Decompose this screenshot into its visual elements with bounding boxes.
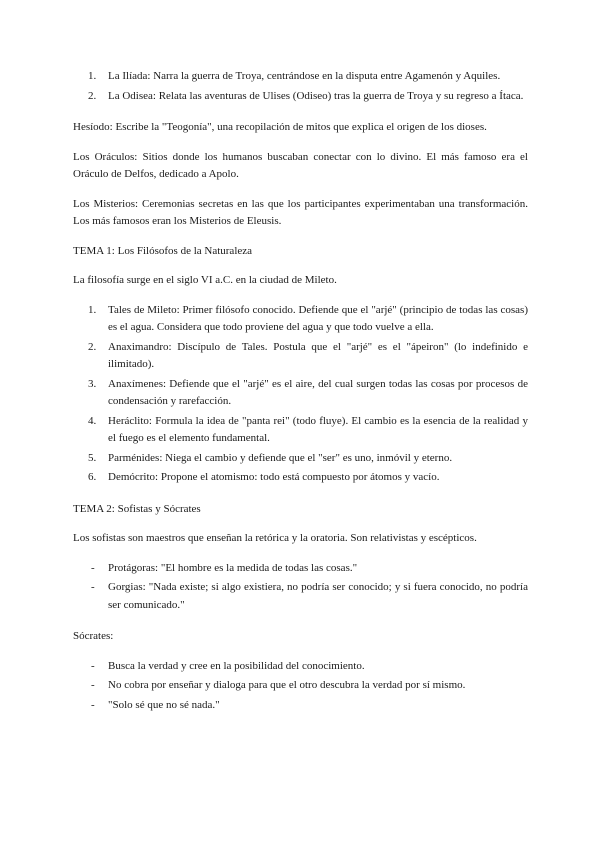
list-item	[73, 658, 528, 676]
epic-poems-list	[73, 68, 528, 105]
list-text: La Ilíada: Narra la guerra de Troya, centrándose en la disputa entre Agamenón y Aquiles.	[108, 70, 501, 82]
list-text: Heráclito: Formula la idea de "panta rei" (todo fluye). El cambio es la esencia de la realidad y el fuego es el elemento fundamental.	[108, 414, 528, 444]
list-item	[73, 469, 528, 487]
tema1-heading: TEMA 1: Los Filósofos de la Naturaleza	[73, 244, 253, 257]
list-text: Busca la verdad y cree en la posibilidad del conocimiento.	[108, 659, 365, 672]
socrates-list	[73, 658, 528, 715]
list-item	[73, 339, 528, 374]
list-text: Anaxímenes: Defiende que el "arjé" es el aire, del cual surgen todas las cosas por procesos de condensación y rarefacción.	[108, 377, 528, 407]
list-item	[73, 302, 528, 337]
list-item	[73, 560, 528, 578]
list-text: Tales de Mileto: Primer filósofo conocido. Defiende que el "arjé" (principio de todas las cosas) es el agua. Considera que todo proviene del agua y que todo vuelve a ella.	[108, 303, 528, 333]
list-text: "Solo sé que no sé nada."	[108, 698, 220, 711]
list-text: Protágoras: "El hombre es la medida de todas las cosas."	[108, 561, 358, 574]
philosophers-list	[73, 302, 528, 487]
list-item	[73, 677, 528, 695]
tema2-intro: Los sofistas son maestros que enseñan la retórica y la oratoria. Son relativistas y escépticos.	[73, 532, 477, 544]
list-item	[73, 697, 528, 715]
list-item	[73, 579, 528, 614]
list-text: Gorgias: "Nada existe; si algo existiera, no podría ser conocido; y si fuera conocido, no podría ser comunicado."	[108, 581, 528, 611]
list-dash: -	[91, 679, 95, 691]
paragraph-hesiodo: Hesíodo: Escribe la "Teogonía", una recopilación de mitos que explica el origen de los dioses.	[73, 121, 487, 133]
list-text: No cobra por enseñar y dialoga para que el otro descubra la verdad por sí mismo.	[108, 679, 466, 691]
list-number: 2.	[88, 340, 97, 353]
socrates-label: Sócrates:	[73, 630, 114, 642]
document-page	[73, 68, 528, 716]
paragraph-oraculos: Los Oráculos: Sitios donde los humanos buscaban conectar con lo divino. El más famoso era el Oráculo de Delfos, dedicado a Apolo.	[73, 150, 528, 180]
list-text: Parménides: Niega el cambio y defiende que el "ser" es uno, inmóvil y eterno.	[108, 451, 453, 464]
list-text: Anaximandro: Discípulo de Tales. Postula que el "arjé" es el "ápeiron" (lo indefinido e ilimitado).	[108, 340, 528, 370]
list-text: La Odisea: Relata las aventuras de Ulises (Odiseo) tras la guerra de Troya y su regreso a Ítaca.	[108, 89, 524, 102]
list-dash: -	[91, 581, 95, 593]
list-number: 1.	[88, 70, 97, 82]
list-number: 4.	[88, 414, 97, 427]
list-item	[73, 376, 528, 411]
list-number: 5.	[88, 451, 97, 464]
list-dash: -	[91, 659, 95, 672]
list-dash: -	[91, 698, 95, 711]
tema1-intro: La filosofía surge en el siglo VI a.C. en la ciudad de Mileto.	[73, 274, 337, 286]
list-number: 2.	[88, 89, 97, 102]
tema2-heading: TEMA 2: Sofistas y Sócrates	[73, 502, 201, 515]
sofistas-list	[73, 560, 528, 615]
paragraph-misterios: Los Misterios: Ceremonias secretas en las que los participantes experimentaban una transformación. Los más famosos eran los Misterios de Eleusis.	[73, 197, 528, 227]
list-item	[73, 450, 528, 468]
list-item	[73, 68, 528, 86]
list-item	[73, 88, 528, 106]
list-text: Demócrito: Propone el atomismo: todo está compuesto por átomos y vacío.	[108, 471, 440, 483]
list-number: 3.	[88, 377, 97, 390]
list-number: 1.	[88, 303, 97, 316]
list-dash: -	[91, 561, 95, 574]
list-number: 6.	[88, 471, 97, 483]
list-item	[73, 413, 528, 448]
